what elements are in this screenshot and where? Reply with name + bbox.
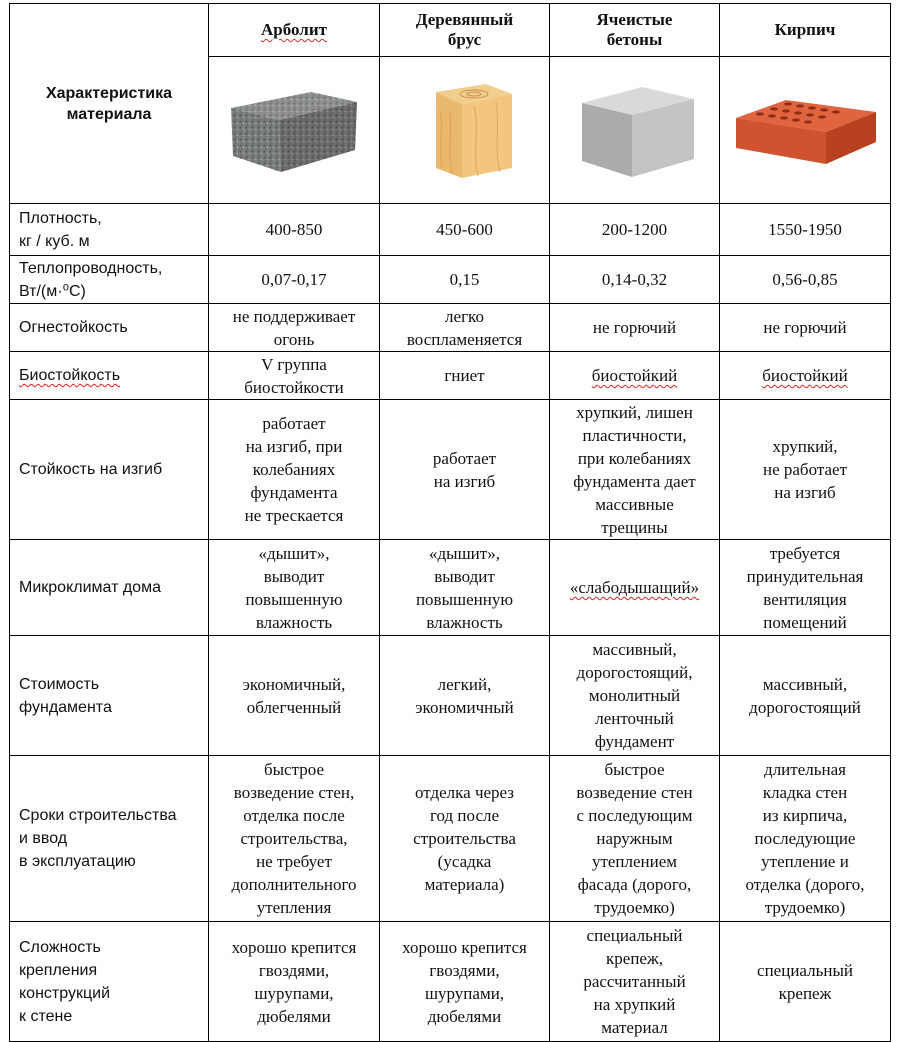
cell: специальный крепеж, рассчитанный на хрупкий материал [550,922,720,1042]
cell: массивный, дорогостоящий, монолитный ленточный фундамент [550,636,720,756]
material-name-brick: Кирпич [720,4,891,57]
construction-time-row [10,756,891,922]
cell: отделка через год после строительства (усадка материала) [380,756,550,922]
cell: биостойкий [720,352,891,400]
cell: гниет [380,352,550,400]
cell: 0,56-0,85 [720,256,891,304]
cell: V группа биостойкости [209,352,380,400]
cell: легкий, экономичный [380,636,550,756]
cell: 0,15 [380,256,550,304]
cell: хорошо крепится гвоздями, шурупами, дюбелями [380,922,550,1042]
cell: экономичный, облегченный [209,636,380,756]
row-label: Биостойкость [10,352,209,400]
wood-beam-image-cell [380,57,550,204]
bending-resistance-row [10,400,891,540]
cell: хрупкий, не работает на изгиб [720,400,891,540]
cell: массивный, дорогостоящий [720,636,891,756]
row-label: Стоимость фундамента [10,636,209,756]
wood-concrete-block-icon [227,84,361,176]
cell: 0,07-0,17 [209,256,380,304]
material-name-wood-beam: Деревянный брус [380,4,550,57]
density-row [10,204,891,256]
arbolit-image-cell [209,57,380,204]
cell: 400-850 [209,204,380,256]
wooden-beam-icon [400,80,530,180]
cell: 1550-1950 [720,204,891,256]
cell: «дышит», выводит повышенную влажность [209,540,380,636]
material-name-aerated-concrete: Ячеистые бетоны [550,4,720,57]
cell: легко воспламеняется [380,304,550,352]
aerated-concrete-block-icon [570,81,700,179]
fastening-complexity-row [10,922,891,1042]
cell: хрупкий, лишен пластичности, при колебаниях фундамента дает массивные трещины [550,400,720,540]
bio-resistance-row [10,352,891,400]
row-label: Стойкость на изгиб [10,400,209,540]
row-label: Микроклимат дома [10,540,209,636]
cell: специальный крепеж [720,922,891,1042]
brick-icon [730,90,880,170]
row-label: Теплопроводность, Вт/(м·⁰С) [10,256,209,304]
cell: 0,14-0,32 [550,256,720,304]
cell: быстрое возведение стен, отделка после строительства, не требует дополнительного утепления [209,756,380,922]
comparison-table [9,3,891,1042]
cell: требуется принудительная вентиляция помещений [720,540,891,636]
cell: длительная кладка стен из кирпича, последующие утепление и отделка (дорого, трудоемко) [720,756,891,922]
row-label: Огнестойкость [10,304,209,352]
foundation-cost-row [10,636,891,756]
row-label: Сложность крепления конструкций к стене [10,922,209,1042]
cell: работает на изгиб, при колебаниях фундамента не трескается [209,400,380,540]
cell: не поддерживает огонь [209,304,380,352]
cell: не горючий [720,304,891,352]
cell: не горючий [550,304,720,352]
cell: «слабодышащий» [550,540,720,636]
material-names-row [10,4,891,57]
corner-label: Характеристика материала [10,4,209,204]
cell: 200-1200 [550,204,720,256]
cell: хорошо крепится гвоздями, шурупами, дюбелями [209,922,380,1042]
cell: работает на изгиб [380,400,550,540]
fire-resistance-row [10,304,891,352]
aerated-concrete-image-cell [550,57,720,204]
row-label: Сроки строительства и ввод в эксплуатацию [10,756,209,922]
material-name-arbolit: Арболит [209,4,380,57]
cell: биостойкий [550,352,720,400]
thermal-conductivity-row [10,256,891,304]
row-label: Плотность, кг / куб. м [10,204,209,256]
cell: быстрое возведение стен с последующим наружным утеплением фасада (дорого, трудоемко) [550,756,720,922]
microclimate-row [10,540,891,636]
cell: 450-600 [380,204,550,256]
cell: «дышит», выводит повышенную влажность [380,540,550,636]
brick-image-cell [720,57,891,204]
